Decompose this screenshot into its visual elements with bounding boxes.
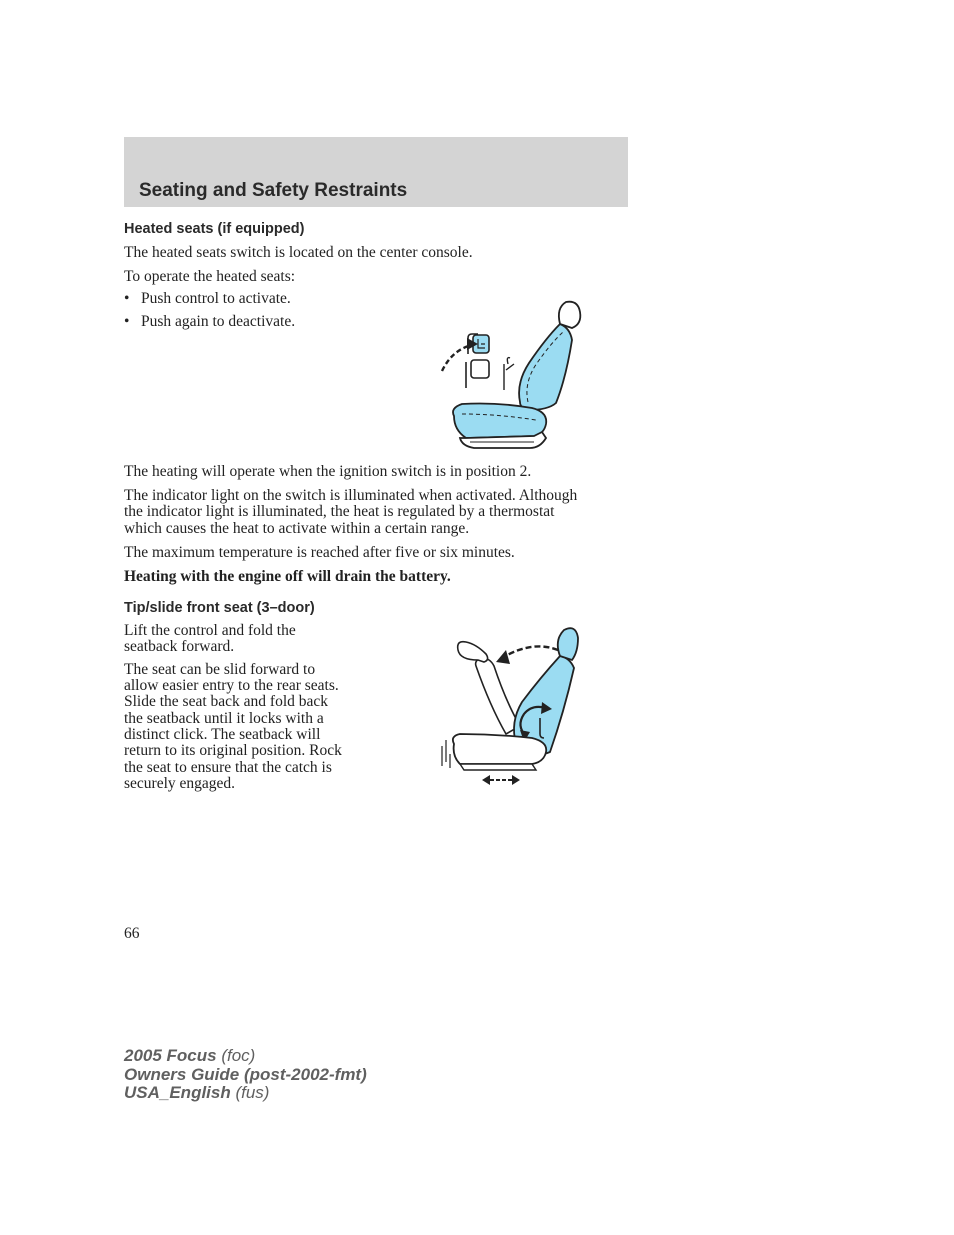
tip-slide-line: the seat to ensure that the catch is [124, 759, 332, 776]
heated-seats-heading: Heated seats (if equipped) [124, 221, 305, 237]
footer-line [124, 1066, 367, 1085]
tip-slide-line: return to its original position. Rock [124, 742, 342, 759]
heated-seats-operate: To operate the heated seats: [124, 268, 296, 285]
indicator-line: the indicator light is illuminated, the heat is regulated by a thermostat [124, 503, 555, 520]
footer-locale-code: (fus) [230, 1083, 270, 1102]
tip-slide-heading: Tip/slide front seat (3–door) [124, 600, 315, 616]
indicator-line: which causes the heat to activate within a certain range. [124, 520, 470, 537]
bullet-text: Push control to activate. [141, 290, 291, 307]
document-footer [124, 1047, 367, 1103]
max-temp-text: The maximum temperature is reached after five or six minutes. [124, 544, 515, 561]
tip-slide-line: Lift the control and fold the [124, 622, 296, 639]
tip-slide-line: securely engaged. [124, 775, 236, 792]
bullet-item [124, 291, 291, 308]
page-number: 66 [124, 925, 140, 942]
bullet-dot: • [124, 313, 130, 330]
heated-seats-intro: The heated seats switch is located on the center console. [124, 244, 473, 261]
footer-line [124, 1084, 367, 1103]
section-header-band [124, 137, 628, 207]
footer-model-code: (foc) [216, 1046, 256, 1065]
footer-locale: USA_English [124, 1083, 231, 1102]
tip-slide-line: distinct click. The seatback will [124, 726, 321, 743]
bullet-text: Push again to deactivate. [141, 313, 296, 330]
bullet-item [124, 314, 295, 331]
footer-guide: Owners Guide (post-2002-fmt) [124, 1064, 367, 1084]
tip-slide-line: allow easier entry to the rear seats. [124, 677, 339, 694]
battery-warning: Heating with the engine off will drain the battery. [124, 568, 451, 585]
footer-line [124, 1047, 367, 1066]
heated-seat-illustration-icon [436, 298, 586, 454]
tip-slide-line: The seat can be slid forward to [124, 661, 316, 678]
footer-model: 2005 Focus [124, 1046, 217, 1065]
section-title: Seating and Safety Restraints [139, 180, 408, 201]
bullet-dot: • [124, 290, 130, 307]
tip-slide-line: the seatback until it locks with a [124, 710, 324, 727]
tip-slide-seat-illustration-icon [436, 622, 584, 788]
tip-slide-line: Slide the seat back and fold back [124, 693, 329, 710]
indicator-line: The indicator light on the switch is illuminated when activated. Although [124, 487, 578, 504]
ignition-text: The heating will operate when the ignition switch is in position 2. [124, 463, 532, 480]
tip-slide-line: seatback forward. [124, 638, 235, 655]
